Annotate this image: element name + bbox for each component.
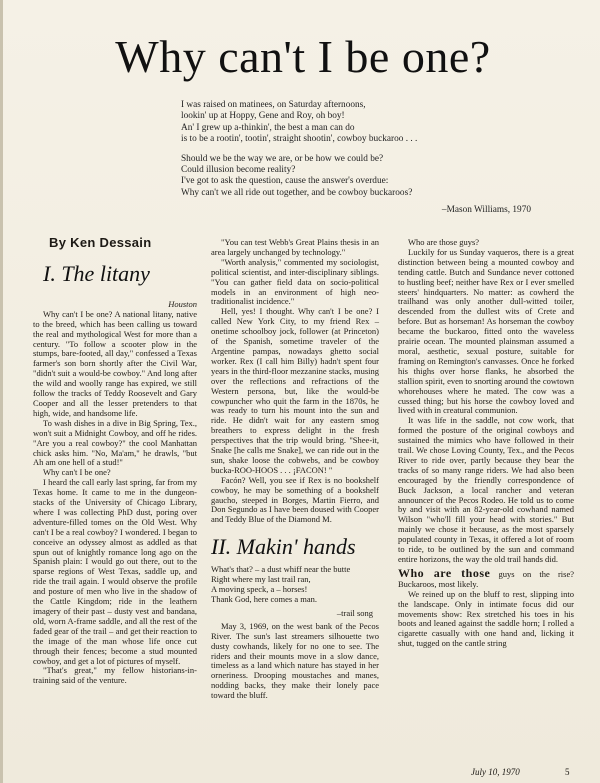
verse-line: A moving speck, a – horses! (211, 584, 308, 595)
paragraph: Facón? Well, you see if Rex is no bookshelf cowboy, he may be something of a bookshelf gaucho, steeped in Borges, Martin Fierro, and Don Segundo as I have been doused with Cooper and Teddy Blue of the Diamond M. (211, 474, 379, 525)
paragraph-caps-lead (398, 565, 574, 590)
epigraph-line: Could illusion become reality? (181, 165, 296, 176)
paragraph: Luckily for us Sunday vaqueros, there is a great distinction between being a mounted cowboy and tending cattle. Butch and Sundance never cottoned to hustling beef; neither have Rex or I ever smelled steers' hindquarters. No matter: as cowherd the trailhand was only another dull-witted toiler, descended from the dullest wits of Crete and before. But as horseman! As horseman the cowboy became the buckaroo, fitted onto the waveless prairie ocean. The mounted plainsman assumed a moral, aesthetic, sexual posture, suitable for framing on Remington's canvasses. Once he forked his thighs over horse flanks, he absorbed the stallion spirit, even to snorting around the cowtown whorehouses where he mated. The cow was a cussed thing; but his horse the cowboy loved and lived with in creatural communion. (398, 246, 574, 416)
paragraph: "You can test Webb's Great Plains thesis in an area largely unchanged by technology." (211, 237, 379, 257)
paragraph: Why can't I be one? A national litany, native to the breed, which has been calling us toward the real and mythological West for more than a century. "To follow a scooter plow in the stumps, bare-footed, all day," confessed a Texas farmer's son born shortly after the Civil War, "didn't suit a would-be cowboy." And long after the wild and woolly range has expired, we still follow the tracks of Teddy Roosevelt and Gary Cooper and all the lesser pretenders to that high, wide, and handsome life. (33, 308, 197, 418)
section-title-makin-hands: II. Makin' hands (211, 534, 356, 560)
epigraph-line: lookin' up at Hoppy, Gene and Roy, oh boy! (181, 111, 345, 122)
paragraph: Hell, yes! I thought. Why can't I be one? I called New York City, to my friend Rex – onetime schoolboy jock, follower (at Princeton) of the Spanish, sometime traveler of the Argentine pampas, nowadays ghetto social worker. Rex (I call him Billy) hadn't spent four years in the third-floor mezzanine stacks, musing over the reflections and refractions of the Western persona, but, like the would-be cowpuncher who quit the farm in the 1870s, he was ready to turn his mount into the sun and ride. He didn't wait for any eastern smog breathers to express delight in the fresh perspectives that the trip would bring. "Shee-it, Snake [he calls me Snake], we can ride out in the sun, shake loose the cobwebs, and be cowboy bucka-ROO-HOOS . . . ¡FACON! " (211, 306, 379, 475)
column-3 (398, 238, 574, 649)
epigraph-attribution: –Mason Williams, 1970 (441, 205, 531, 216)
paragraph: We reined up on the bluff to rest, slipping into the landscape. Only in intimate focus did our movements show: Rex stretched his toes in his boots and leaned against the saddle horn; I rolled a cigarette casually with one hand and, licking it shut, tugged on the cantle string (398, 588, 574, 649)
verse-line: Right where my last trail ran, (211, 574, 311, 585)
paragraph: May 3, 1969, on the west bank of the Pecos River. The sun's last streamers silhouette two dusty cowhands, likely for no one to see. The riders and their mounts move in a slow dance, timeless as a land which nature has stayed in her orneriness. Drooping moustaches and manes, nodding backs, they make their lonely pace toward the bluff. (211, 620, 379, 701)
byline: By Ken Dessain (49, 235, 152, 250)
verse-line: What's that? – a dust whiff near the butte (211, 564, 351, 575)
epigraph-line: An' I grew up a-thinkin', the best a man can do (181, 122, 355, 133)
page-number: 5 (565, 767, 570, 777)
epigraph-stanza-2 (181, 154, 561, 200)
paragraph: To wash dishes in a dive in Big Spring, Tex., won't suit a Midnight Cowboy, and off he rides. "Are you a real cowboy?" the cool Manhattan chick asks him. "No, Ma'am," he drawls, "but Ah am one hell of a stud!" (33, 417, 197, 468)
column-2 (211, 238, 379, 701)
trail-song-verse (211, 565, 379, 619)
dateline: Houston (168, 298, 197, 309)
epigraph-line: Why can't we all ride out together, and be cowboy buckaroos? (181, 187, 413, 198)
paragraph: "Worth analysis," commented my sociologist, political scientist, and inter-disciplinary siblings. "You can gather field data on socio-political models in an environment of high neo-traditionalist incidence." (211, 256, 379, 307)
caps-lead: Who are those (398, 565, 491, 580)
paragraph: Who are those guys? (408, 237, 480, 247)
footer-date: July 10, 1970 (471, 767, 520, 777)
headline: Why can't I be one? (115, 31, 491, 82)
paragraph: It was life in the saddle, not cow work, that formed the posture of the original cowboys and sustained the mimics who have followed in their trail. We chose Loving County, Tex., and the Pecos River to ride over, partly because they bear the tracks of so many range riders. We had also been encouraged by the friendly correspondence of Buck Jackson, a local rancher and veteran announcer of the Pecos Rodeo. He told us to come by and visit with an 82-year-old cowhand named Wilson "who'll fill your head with stories." But mainly we chose it because, as the most sparsely populated county in Texas, it offered a lot of room to ride, to be outlined by the sun and command entire horizons, the way the old trail hands did. (398, 415, 574, 564)
epigraph-line: I've got to ask the question, cause the answer's overdue: (181, 176, 389, 187)
epigraph (181, 100, 561, 217)
column-1 (33, 235, 197, 686)
paragraph: I heard the call early last spring, far from my Texas home. It came to me in the dungeon-stacks of the University of Chicago Library, where I was collecting PhD dust, poring over adventure-filled tomes on the Old West. Why can't I be a real cowboy? I wondered. I began to conceive an odyssey almost as addled as that spun out of knightly romance long ago on the Spanish plain: I would go out there, out to the sparse regions of West Texas, saddle up, and ride the trail again. I would observe the profile and posture of men who live in the shadow of the Cattle Kingdom; ride in the leathern imagery of their past – dusty vest and bandana, old, worn A-frame saddle, and all the rest of the faded gear of the trail – and get their reaction to the image of the man whose life once cut through their fences; become a stud mounted cowboy, and get a lot of pictures of myself. (33, 477, 197, 666)
epigraph-stanza-1 (181, 100, 561, 146)
epigraph-line: I was raised on matinees, on Saturday afternoons, (181, 100, 366, 110)
section-title-litany: I. The litany (43, 260, 150, 286)
epigraph-line: is to be a rootin', tootin', straight shootin', cowboy buckaroo . . . (181, 134, 418, 145)
caps-lead-rest: guys on the rise? Buckaroos, most likely. (398, 568, 574, 589)
paragraph: Why can't I be one? (43, 467, 111, 478)
verse-source: –trail song (336, 607, 373, 618)
paragraph: "That's great," my fellow historians-in-training said of the venture. (33, 665, 197, 686)
epigraph-line: Should we be the way we are, or be how we could be? (181, 153, 384, 164)
verse-line: Thank God, here comes a man. (211, 594, 317, 604)
